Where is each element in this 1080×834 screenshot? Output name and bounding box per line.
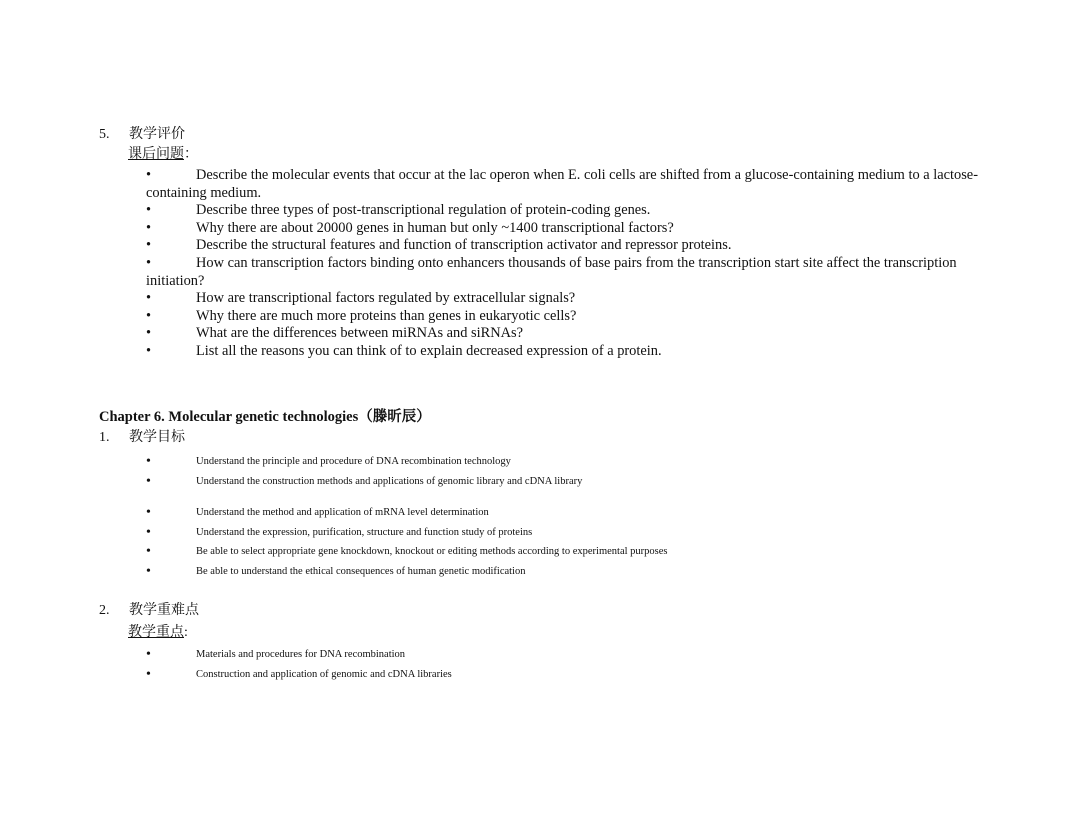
key-point-list: [146, 645, 1006, 684]
homework-subheading: [128, 146, 198, 164]
question-item: [146, 290, 1006, 308]
question-item-text: Describe the structural features and function of transcription activator and repressor proteins.: [196, 237, 732, 254]
key-point-item: [146, 645, 1006, 665]
goal-item: [146, 542, 1006, 562]
subheading-label: 课后问题: [128, 147, 184, 162]
goal-item-text: Be able to understand the ethical consequences of human genetic modification: [196, 565, 526, 577]
bullet-icon: •: [146, 342, 152, 359]
section-title: 教学目标: [129, 430, 185, 445]
goal-list-b: [146, 503, 1006, 581]
goal-item: [146, 562, 1006, 582]
bullet-icon: •: [146, 505, 151, 520]
bullet-icon: •: [146, 666, 151, 682]
question-item: [146, 167, 1006, 202]
chapter-title: Chapter 6. Molecular genetic technologies（滕昕辰）: [99, 409, 431, 425]
goal-item: [146, 503, 1006, 523]
section-number: 5.: [99, 127, 110, 142]
bullet-icon: •: [146, 202, 152, 219]
bullet-icon: •: [146, 290, 152, 307]
bullet-icon: •: [146, 454, 151, 469]
question-item-text: How can transcription factors binding onto enhancers thousands of base pairs from the transcription start site affect the transcription initiation?: [146, 254, 957, 289]
question-item: [146, 202, 1006, 220]
bullet-icon: •: [146, 307, 152, 324]
question-item: [146, 220, 1006, 238]
bullet-icon: •: [146, 237, 152, 254]
goal-item: [146, 472, 1006, 492]
subheading-colon: ：: [184, 147, 198, 162]
bullet-icon: •: [146, 647, 151, 662]
bullet-icon: •: [146, 167, 152, 183]
question-item: [146, 325, 1006, 343]
question-item-text: How are transcriptional factors regulated by extracellular signals?: [196, 290, 576, 307]
section-title: 教学重难点: [129, 603, 199, 618]
key-points-subheading: [128, 624, 188, 642]
section-1-heading: [99, 429, 185, 447]
subheading-label: 教学重点: [128, 625, 184, 640]
bullet-icon: •: [146, 254, 152, 271]
question-item: [146, 343, 1006, 361]
question-item-text: What are the differences between miRNAs and siRNAs?: [196, 325, 524, 342]
section-number: 2.: [99, 603, 110, 618]
section-title: 教学评价: [129, 127, 185, 142]
goal-item: [146, 523, 1006, 543]
key-point-item-text: Construction and application of genomic and cDNA libraries: [196, 668, 452, 680]
key-point-item: [146, 665, 1006, 685]
question-item-text: Why there are about 20000 genes in human but only ~1400 transcriptional factors?: [196, 219, 674, 236]
bullet-icon: •: [146, 563, 151, 579]
question-item: [146, 255, 1006, 290]
goal-item-text: Be able to select appropriate gene knockdown, knockout or editing methods according to experimental purposes: [196, 546, 668, 557]
goal-item-text: Understand the principle and procedure of DNA recombination technology: [196, 456, 511, 467]
goal-item-text: Understand the construction methods and applications of genomic library and cDNA library: [196, 475, 583, 487]
question-item-text: List all the reasons you can think of to explain decreased expression of a protein.: [196, 342, 662, 359]
section-number: 1.: [99, 430, 110, 445]
bullet-icon: •: [146, 219, 152, 236]
question-item-text: Why there are much more proteins than genes in eukaryotic cells?: [196, 307, 577, 324]
key-point-item-text: Materials and procedures for DNA recombination: [196, 649, 406, 660]
section-5-heading: [99, 126, 185, 144]
question-item: [146, 308, 1006, 326]
question-list: [146, 167, 1006, 361]
goal-list-a: [146, 452, 1006, 491]
subheading-colon: :: [184, 625, 188, 640]
bullet-icon: •: [146, 544, 151, 559]
question-item: [146, 237, 1006, 255]
goal-item: [146, 452, 1006, 472]
goal-item-text: Understand the method and application of mRNA level determination: [196, 507, 489, 518]
bullet-icon: •: [146, 524, 151, 540]
question-item-text: Describe the molecular events that occur at the lac operon when E. coli cells are shifted from a glucose-containing medium to a lactose-containing medium.: [146, 167, 978, 201]
bullet-icon: •: [146, 325, 152, 342]
goal-item-text: Understand the expression, purification, structure and function study of proteins: [196, 526, 533, 538]
question-item-text: Describe three types of post-transcriptional regulation of protein-coding genes.: [196, 202, 651, 219]
bullet-icon: •: [146, 473, 151, 489]
section-2-heading: [99, 602, 199, 620]
